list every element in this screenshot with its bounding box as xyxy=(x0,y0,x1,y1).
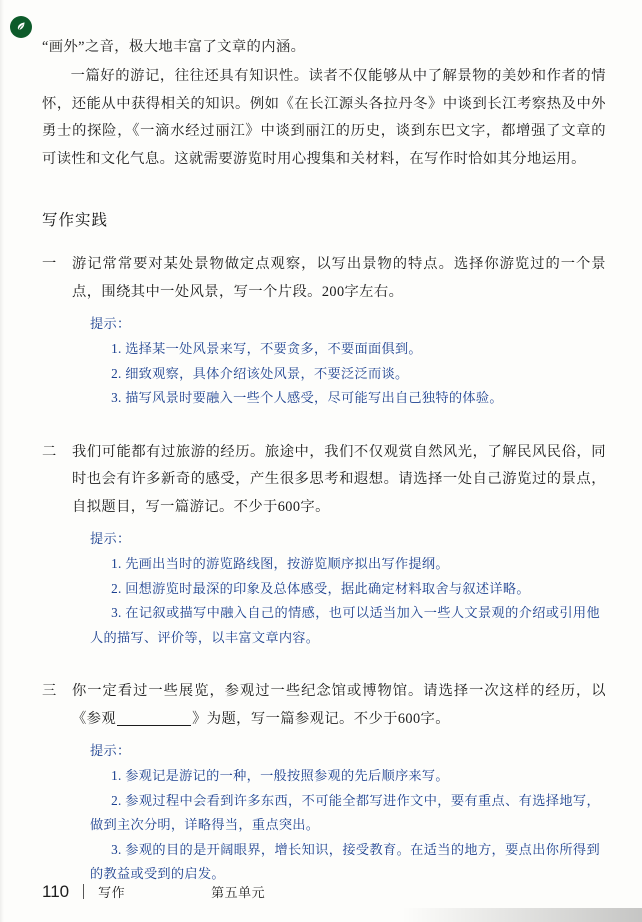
hint-item: 2. 参观过程中会看到许多东西，不可能全都写进作文中，要有重点、有选择地写，做到主次分明，详略得当，重点突出。 xyxy=(90,792,600,833)
task-item xyxy=(42,251,606,411)
hint-item: 1. 选择某一处风景来写，不要贪多，不要面面俱到。 xyxy=(111,341,422,357)
hint-item: 1. 参观记是游记的一种，一般按照参观的先后顺序来写。 xyxy=(111,768,449,784)
fill-in-blank xyxy=(117,725,191,726)
intro-paragraph-2: 一篇好的游记，往往还具有知识性。读者不仅能够从中了解景物的美妙和作者的情怀，还能从中获得相关的知识。例如《在长江源头各拉丹冬》中谈到长江考察热及中外勇士的探险，《一滴水经过丽江》中谈到丽江的历史，谈到东巴文字，都增强了文章的可读性和文化气息。这就需要游览时用心搜集和关材料，在写作时恰如其分地运用。 xyxy=(42,68,606,167)
footer-divider xyxy=(83,884,84,899)
hint-block xyxy=(90,312,606,411)
task-text: 我们可能都有过旅游的经历。旅途中，我们不仅观赏自然风光，了解民风民俗，同时也会有许多新奇的感受，产生很多思考和遐想。请选择一处自己游览过的景点，自拟题目，写一篇游记。不少于600字。 xyxy=(72,443,606,515)
hint-block xyxy=(90,739,606,887)
task-text-after-blank: 》为题，写一篇参观记。不少于600字。 xyxy=(192,710,450,727)
task-text xyxy=(72,678,606,733)
task-body xyxy=(72,439,606,650)
intro-paragraph-1: “画外”之音，极大地丰富了文章的内涵。 xyxy=(42,39,306,55)
task-spacer xyxy=(42,415,606,439)
task-spacer xyxy=(42,654,606,678)
page-bottom-shadow xyxy=(402,908,642,922)
hint-item: 3. 参观的目的是开阔眼界，增长知识，接受教育。在适当的地方，要点出你所得到的教益或受到的启发。 xyxy=(90,841,600,882)
hint-label: 提示： xyxy=(90,530,131,546)
task-text: 游记常常要对某处景物做定点观察，以写出景物的特点。选择你游览过的一个景点，围绕其中一处风景，写一个片段。200字左右。 xyxy=(72,256,606,300)
hint-item: 1. 先画出当时的游览路线图，按游览顺序拟出写作提纲。 xyxy=(111,556,449,572)
page-number: 110 xyxy=(42,882,70,901)
task-body xyxy=(72,251,606,411)
hint-item: 2. 回想游览时最深的印象及总体感受，据此确定材料取舍与叙述详略。 xyxy=(111,580,530,596)
intro-text-block xyxy=(42,34,606,173)
hint-block xyxy=(90,527,606,650)
footer-section-label: 写作 xyxy=(98,885,126,900)
hint-item: 2. 细致观察，具体介绍该处风景，不要泛泛而谈。 xyxy=(111,365,409,381)
page-left-shadow xyxy=(0,0,4,922)
page-footer xyxy=(42,882,606,902)
footer-unit-label: 第五单元 xyxy=(211,885,266,900)
task-text-before-blank: 你一定看过一些展览，参观过一些纪念馆或博物馆。请选择一次这样的经历，以《参观 xyxy=(72,683,606,727)
hint-item: 3. 描写风景时要融入一些个人感受，尽可能写出自己独特的体验。 xyxy=(111,390,503,406)
task-item xyxy=(42,678,606,886)
task-number: 三 xyxy=(42,683,57,700)
hint-item: 3. 在记叙或描写中融入自己的情感，也可以适当加入一些人文景观的介绍或引用他人的描写、评价等，以丰富文章内容。 xyxy=(90,605,600,645)
task-number: 一 xyxy=(42,256,57,273)
task-item xyxy=(42,439,606,650)
section-title: 写作实践 xyxy=(42,212,109,230)
task-number: 二 xyxy=(42,443,57,460)
hint-label: 提示： xyxy=(90,315,131,331)
leaf-circle-icon xyxy=(10,16,32,38)
hint-label: 提示： xyxy=(90,742,131,758)
task-body xyxy=(72,678,606,886)
